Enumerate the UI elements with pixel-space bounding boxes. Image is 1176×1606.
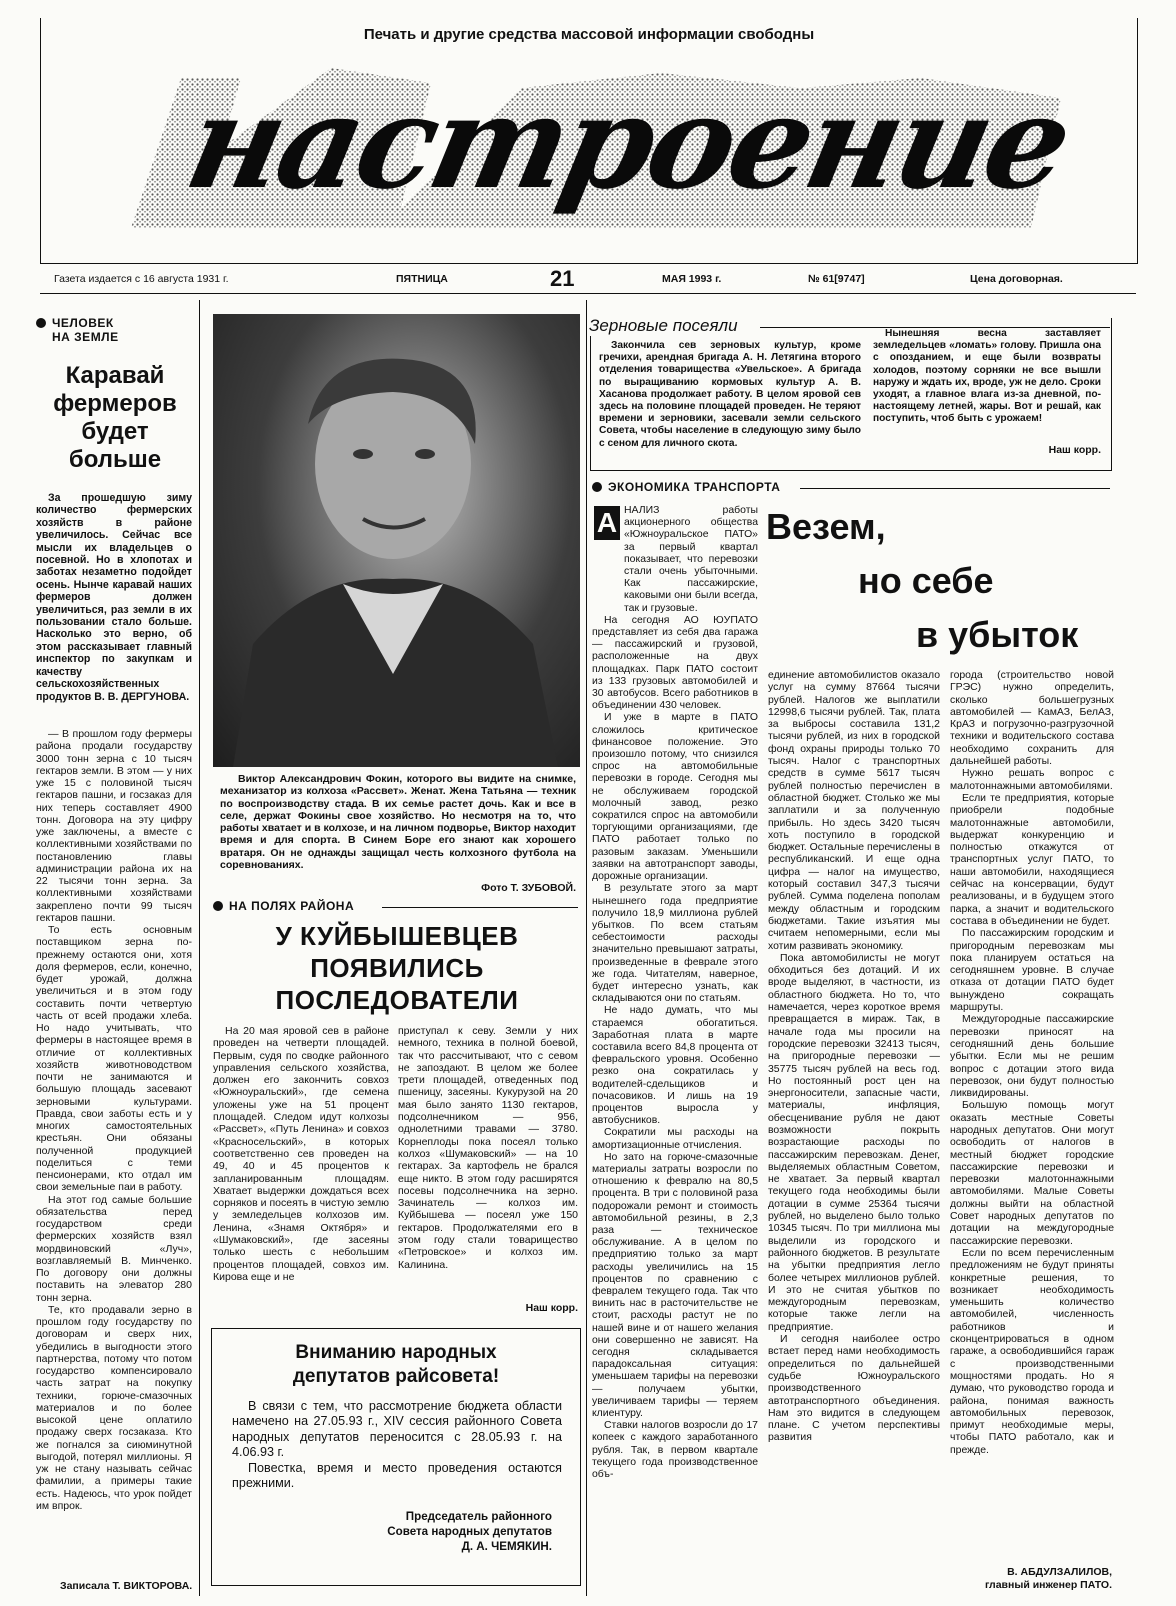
transport-paragraph: единение автомобилистов оказало услуг на сумму 87664 тысячи рублей. Налогов же выплатили 12998,6 тысячи рублей. Так, плата за выбросы составила 131,2 тысячи рублей, из них в городской фонд охраны природы только 70 тысяч. Налог с транспортных средств в сумме 5617 тысяч рублей полностью перечислен в областной бюджет. Столько же мы заплатили и за полученную прибыль. Но здесь 3420 тысяч хоть поступило в городской бюджет. Остальные перечислены в республиканский. И еще одна цифра — налог на имущество, который составил 347,3 тысячи рублей. Сумма поделена пополам между областным и городским бюджетами. Такие изъятия мы считаем непомерными, если мы хотим развивать экономику. xyxy=(768,670,940,952)
grain-col-2 xyxy=(873,328,1101,426)
grain-top-rule xyxy=(760,327,1110,328)
portrait-photo xyxy=(213,314,580,767)
grain-col-1 xyxy=(599,340,861,450)
price: Цена договорная. xyxy=(970,273,1063,285)
transport-paragraph: И уже в марте в ПАТО сложилось критическое финансовое положение. Это произошло потому, что снизился спрос на автомобильные перевозки в городе. Сегодня мы не обслуживаем городской молочный завод, резко сократился спрос на автомобили торгующими организациями, где ПАТО работает только по разовым заказам. Уменьшили заявки на автотранспорт заводы, дорожные организации. xyxy=(592,712,758,883)
transport-col-1 xyxy=(592,505,758,1481)
month-year: МАЯ 1993 г. xyxy=(662,273,722,285)
left-column-rule xyxy=(199,300,200,1596)
notice-headline-line: Вниманию народных xyxy=(295,1342,497,1363)
portrait-figure xyxy=(213,314,580,767)
issue-number: № 61[9747] xyxy=(808,273,865,285)
kuib-headline xyxy=(207,920,587,1016)
transport-signature-line: В. АБДУЛЗАЛИЛОВ, xyxy=(1007,1566,1112,1578)
weekday: ПЯТНИЦА xyxy=(396,273,448,285)
grain-box xyxy=(590,318,1112,471)
notice-body xyxy=(232,1399,562,1491)
notice-signature-line: Совета народных депутатов xyxy=(387,1525,552,1538)
day-number: 21 xyxy=(550,266,575,291)
kuib-signature: Наш корр. xyxy=(525,1302,578,1314)
notice-signature-line: Д. А. ЧЕМЯКИН. xyxy=(461,1540,552,1553)
farmers-paragraph: — В прошлом году фермеры района продали государству 3000 тонн зерна с 10 тысяч гектаров земли. В этом — у них уже 15 с половиной тысяч гектаров пашни, и госзаказ для них теперь составляет 4900 тонн. Договора на эту цифру уже заключены, а вместе с коллективными хозяйствами по постановлению главы администрации района их на 22 тысячи тонн зерна. За коллективными хозяйствами закреплено почти 99 тысяч гектаров пашни. xyxy=(36,728,192,924)
bullet-icon xyxy=(592,482,602,492)
transport-headline-line: в убыток xyxy=(916,614,1079,655)
rubric-line-2: НА ЗЕМЛЕ xyxy=(52,330,119,344)
transport-signature-line: главный инженер ПАТО. xyxy=(984,1579,1112,1591)
notice-signature-line: Председатель районного xyxy=(405,1510,552,1523)
masthead-info-line xyxy=(40,268,1136,290)
grain-paragraph: Нынешняя весна заставляет земледельцев «ломать» голову. Пришла она с опозданием, и еще были возвраты холодов, поэтому сорняки не все вышли наружу и ждать их, вроде, уж не дело. Сроки уходят, а главное влага из-за дневной, по-настоящему летней, жары. Вот и решай, как поступить, чтоб быть с урожаем! xyxy=(873,328,1101,425)
notice-box xyxy=(211,1328,581,1586)
notice-paragraph: Повестка, время и место проведения остаются прежними. xyxy=(232,1460,562,1491)
transport-paragraph: Междугородные пассажирские перевозки приносят на сегодняшний день большие убытки. Если мы не решим вопрос с дотации этого вида перевозок, они будут полностью ликвидированы. xyxy=(950,1014,1114,1100)
masthead-bottom-rule xyxy=(40,293,1136,294)
notice-headline-line: депутатов райсовета! xyxy=(292,1366,500,1387)
grain-paragraph: Закончила сев зерновых культур, кроме гречихи, арендная бригада А. Н. Летягина второго отделения товарищества «Увельское». А бригада по выращиванию кормовых культур А. В. Хасанова продолжает работу. В целом яровой сев здесь на половине площадей проведен. Не теряют времени и зерновики, засевали земли сельского Совета, чтобы население в следующую зиму было с сеном для личного скота. xyxy=(599,340,861,449)
bullet-icon xyxy=(213,901,223,911)
farmers-paragraph: Те, кто продавали зерно в прошлом году государству по договорам и сверх них, убедились в выгодности этого партнерства, потому что потом государство компенсировало часть затрат на покупку техники, горюче-смазочных материалов и по более высокой цене оплатило продажу сверх госзаказа. Кто же погнался за сиюминутной выгодой, потерял миллионы. Я уж не стану называть сейчас фамилии, а примеры такие есть. Надеюсь, что урок пойдет им впрок. xyxy=(36,1303,192,1512)
transport-paragraph: По пассажирским городским и пригородным перевозкам мы пока планируем остаться на сегодняшнем уровне. В случае отказа от дотации ПАТО будет вынуждено сокращать маршруты. xyxy=(950,928,1114,1014)
transport-paragraph: В результате этого за март нынешнего года предприятие получило 18,9 миллиона рублей убытков. По всем статьям себестоимости расходы значительно превышают затраты, произведенные в феврале этого же года. Читателям, наверное, будет интересно узнать, как складываются они по статьям. xyxy=(592,883,758,1005)
transport-paragraph: Пока автомобилисты не могут обходиться без дотаций. И их вроде выделяют, в частности, из областного бюджета. Но то, что намечается, через короткое время превращается в мираж. Так, в начале года мы просили на городские перевозки 32413 тысяч, на пригородные перевозки — 35775 тысяч рублей на весь год. Но постоянный рост цен на энергоносители, запасные части, материалы, инфляция, обесценивание рубля не дают возможности покрыть возрастающие расходы по пассажирским перевозкам. Денег, выделяемых областным Советом, не хватает. За первый квартал текущего года необходимы были дотации в сумме 25364 тысячи рублей, но выделено было только 10345 тысяч. По три миллиона мы выделили из городского и районного бюджетов. В результате на убытки предприятия легло более четырех миллионов рублей. И это не считая убытков по междугородным перевозкам, которые также легли на предприятие. xyxy=(768,952,940,1333)
transport-signature xyxy=(940,1566,1112,1592)
transport-paragraph: Ставки налогов возросли до 17 копеек с каждого заработанного рубля. Так, в первом квартале текущего года производственное объ- xyxy=(592,1420,758,1481)
kuib-rubric-text: НА ПОЛЯХ РАЙОНА xyxy=(229,899,355,913)
middle-column-rule xyxy=(586,300,587,1596)
kuib-rubric-rule xyxy=(382,907,578,908)
grain-headline: Зерновые посеяли xyxy=(589,316,744,336)
kuib-paragraph: приступал к севу. Земли у них немного, техника в полной боевой, так что рассчитывают, что с севом не запоздают. В целом же более трети площадей, отведенных под пшеницу, засеяны. Кукурузой на 20 мая было занято 1130 гектаров, подсолнечником — 956, однолетними травами — 3780. Корнеплоды пока посеял только колхоз «Шумаковский» — на 10 гектарах. За картофель не брался еще никто. В этом году расширятся посевы подсолнечника на зерно. Зачинатель — колхоз им. Куйбышева — посеял уже 150 гектаров. Продолжателями его в этом году стали товарищество «Петровское» и колхоз им. Калинина. xyxy=(398,1025,578,1271)
farmers-body xyxy=(36,728,192,1512)
kuib-col-1 xyxy=(213,1025,389,1283)
kuib-paragraph: На 20 мая яровой сев в районе проведен на четверти площадей. Первым, судя по сводке районного управления сельского хозяйства, должен его закончить совхоз «Южноуральский», где семена уложены уже на 51 процент площадей. Следом идут колхозы «Рассвет», «Путь Ленина» и совхоз «Красносельский», в которых соответственно сев проведен на 49, 40 и 45 процентов к запланированным площадям. Хватает выдержки дождаться всех сорняков и посеять в чистую землю у земледельцев колхозов им. Ленина, «Знамя Октября» и «Шумаковский», где засеяны только шесть с небольшим процентов площадей, совхоз им. Кирова еще и не xyxy=(213,1025,389,1283)
farmers-paragraph: То есть основным поставщиком зерна по-прежнему остаются они, хотя доля фермеров, если, конечно, будет урожай, должна увеличиться и в этом году составить почти четвертую часть от всей продажи хлеба. Но надо учитывать, что фермеры в настоящее время в отличие от коллективных хозяйств животноводством почти не занимаются и большую площадь засевают зерновыми культурами. Правда, свои заботы есть и у многих самостоятельных крестьян. Они обязаны полученной продукцией поделиться с теми пенсионерами, кто отдал им свои земельные паи в работу. xyxy=(36,924,192,1194)
transport-rubric-text: ЭКОНОМИКА ТРАНСПОРТА xyxy=(608,480,781,494)
masthead-motto: Печать и другие средства массовой информации свободны xyxy=(363,26,815,43)
transport-rubric xyxy=(592,480,786,494)
kuib-headline-line: ПОСЛЕДОВАТЕЛИ xyxy=(275,985,519,1015)
transport-paragraph: На сегодня АО ЮУПАТО представляет из себя два гаража — пассажирский и грузовой, расположенные на двух площадках. Парк ПАТО состоит из 133 грузовых автомобилей и 30 автобусов. Всего работников в объединении 430 человек. xyxy=(592,614,758,712)
farmers-lead xyxy=(36,492,192,703)
grain-signature: Наш корр. xyxy=(1048,444,1101,456)
transport-paragraph: Но зато на горюче-смазочные материалы затраты возросли по отношению к февралю на 80,5 процента. В три с половиной раза подорожали ремонт и стоимость автомобильной резины, в 2,3 раза — техническое обслуживание. А в целом по предприятию только за март расходы увеличились на 15 процентов по сравнению с февралем текущего года. Так что винить нас в расточительстве не стоит, расходы растут не по нашей вине и от нашего желания они совершенно не зависят. На сегодня складывается парадоксальная ситуация: уменьшаем тарифы на перевозки — получаем убытки, увеличиваем тарифы — теряем клиентуру. xyxy=(592,1151,758,1420)
farmers-lead-text: За прошедшую зиму количество фермерских хозяйств в районе увеличилось. Сейчас все мысли их владельцев о посевной. Но в хлопотах и заботах незаметно подойдет осень. Нынче каравай наших фермеров должен увеличиться, раз земли в их пользовании стало больше. Насколько это верно, об этом рассказывает главный инспектор по закупкам и качеству сельскохозяйственных продуктов В. В. ДЕРГУНОВА. xyxy=(36,492,192,703)
transport-paragraph: Сократили мы расходы на амортизационные отчисления. xyxy=(592,1127,758,1151)
notice-headline xyxy=(212,1341,580,1389)
transport-paragraph: Если по всем перечисленным предложениям не будут приняты конкретные решения, то возникает необходимость уменьшить количество автомобилей, численность работников и сконцентрироваться в одном гараже, а освободившийся гараж с производственными мощностями продать. Но я думаю, что руководство города и района, понимая важность автомобильных перевозок, примут необходимые меры, чтобы ПАТО работало, как и прежде. xyxy=(950,1247,1114,1456)
notice-signature xyxy=(312,1509,552,1554)
farmers-signature: Записала Т. ВИКТОРОВА. xyxy=(60,1580,193,1592)
photo-caption xyxy=(220,773,576,871)
transport-paragraph: Нужно решать вопрос с малотоннажными автомобилями. xyxy=(950,768,1114,792)
notice-paragraph: В связи с тем, что рассмотрение бюджета области намечено на 27.05.93 г., XIV сессия районного Совета народных депутатов переносится с 28.05.93 г. на 4.06.93 г. xyxy=(232,1399,562,1460)
kuib-rubric xyxy=(213,899,360,913)
farmers-rubric xyxy=(36,316,186,344)
transport-paragraph: И сегодня наиболее остро встает перед нами необходимость определиться по дальнейшей судьбе Южноуральского производственного автотранспортного объединения. Нам это видится в следующем плане. С учетом перспективы развития xyxy=(768,1334,940,1444)
transport-headline-line: но себе xyxy=(858,560,994,601)
masthead xyxy=(40,18,1138,264)
transport-rubric-rule xyxy=(800,488,1110,489)
transport-paragraph: города (строительство новой ГРЭС) нужно определить, сколько большегрузных автомобилей — КамАЗ, БелАЗ, КрАЗ и погрузочно-разгрузочной техники и водительского состава необходимо сохранить для дальнейшей работы. xyxy=(950,670,1114,768)
transport-paragraph: Большую помощь могут оказать местные Советы народных депутатов. Они могут освободить от налогов в местный бюджет городские пассажирские перевозки и перевозки малотоннажными автомобилями. Малые Советы должны выйти на областной Совет народных депутатов по дотации на междугородные пассажирские перевозки. xyxy=(950,1100,1114,1247)
farmers-paragraph: На этот год самые большие обязательства перед государством среди фермерских хозяйств взял мордвиновский «Луч», возглавляемый В. Минченко. По договору они должны поставить на элеватор 280 тонн зерна. xyxy=(36,1193,192,1304)
since-date: Газета издается с 16 августа 1931 г. xyxy=(54,273,229,285)
photo-credit: Фото Т. ЗУБОВОЙ. xyxy=(481,882,576,894)
rubric-line-1: ЧЕЛОВЕК xyxy=(52,316,114,330)
transport-col-3 xyxy=(950,670,1114,1457)
bullet-icon xyxy=(36,318,46,328)
transport-paragraph: НАЛИЗ работы акционерного общества «Южноуральское ПАТО» за первый квартал показывает, что перевозки стали очень убыточными. Как пассажирские, каковыми они были всегда, так и грузовые. xyxy=(624,505,758,614)
masthead-title: настроение xyxy=(175,68,1081,218)
transport-col-2 xyxy=(768,670,940,1445)
kuib-headline-line: У КУЙБЫШЕВЦЕВ xyxy=(275,921,519,951)
transport-dropcap: А xyxy=(594,506,620,540)
transport-paragraph: Не надо думать, что мы стараемся обогатиться. Заработная плата в марте составила всего 84,8 процента от февральского уровня. Особенно резко она сократилась у водителей-сдельщиков и почасовиков. И лишь на 19 процентов выросла у автобусников. xyxy=(592,1005,758,1127)
photo-caption-text: Виктор Александрович Фокин, которого вы видите на снимке, механизатор из колхоза «Рассвет». Женат. Жена Татьяна — техник по воспроизводству стада. В их семье растет дочь. Как и все в селе, держат Фокины свое хозяйство. Но несмотря на то, что работы хватает и в колхозе, и на личном подворье, Виктор находит время и для спорта. В Синем Боре его знают как хорошего вратаря. Он не однажды защищал честь колхозного футбола на соревнованиях. xyxy=(220,773,576,872)
transport-headline-line: Везем, xyxy=(766,506,886,547)
kuib-headline-line: ПОЯВИЛИСЬ xyxy=(310,953,484,983)
transport-headline xyxy=(766,500,1116,662)
farmers-headline: Каравай фермеров будет больше xyxy=(53,362,177,473)
kuib-col-2 xyxy=(398,1025,578,1271)
transport-paragraph: Если те предприятия, которые приобрели подобные малотоннажные автомобили, выдержат конкуренцию и полностью откажутся от транспортных услуг ПАТО, то наши автомобили, находящиеся сейчас на консервации, будут реализованы, и в будущем этого парка, а значит и водительского состава в объединении не будет. xyxy=(950,792,1114,927)
